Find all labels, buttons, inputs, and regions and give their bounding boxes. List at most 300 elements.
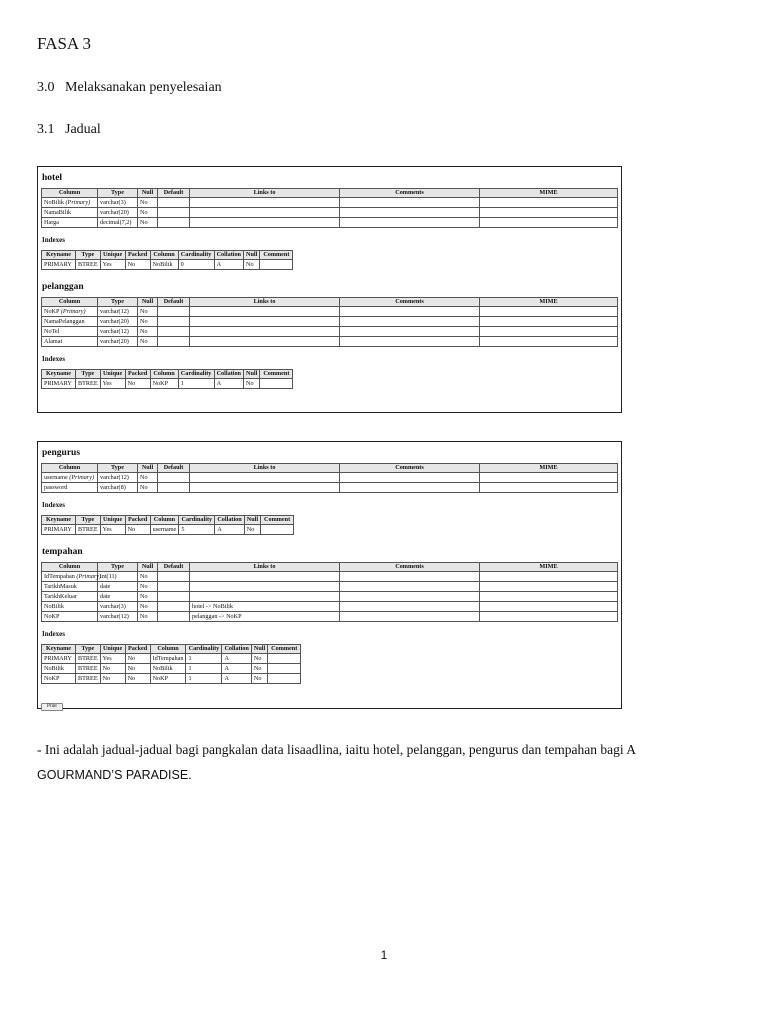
caption-paragraph xyxy=(37,737,737,788)
cell-default xyxy=(158,218,190,228)
cell-column xyxy=(42,483,98,493)
cell-mime xyxy=(480,612,618,622)
index-cell: 1 xyxy=(178,379,214,389)
index-cell: BTREE xyxy=(76,654,101,664)
column-name: NoTel xyxy=(44,328,60,335)
index-cell: BTREE xyxy=(76,664,101,674)
indexes-table xyxy=(41,515,294,535)
index-cell: NoKP xyxy=(150,674,186,684)
cell-comments xyxy=(340,612,480,622)
cell-null: No xyxy=(138,612,158,622)
table-block-tempahan xyxy=(41,547,618,694)
index-cell: username xyxy=(150,525,179,535)
spacer xyxy=(41,684,618,694)
column-name: IdTempahan xyxy=(44,573,75,580)
subsection-title: Jadual xyxy=(65,122,101,137)
column-header: Links to xyxy=(190,464,340,473)
column-header: Comments xyxy=(340,563,480,572)
cell-null: No xyxy=(138,473,158,483)
spacer xyxy=(41,389,618,399)
cell-column xyxy=(42,317,98,327)
index-cell: No xyxy=(244,260,260,270)
table-row xyxy=(42,612,618,622)
index-cell: A xyxy=(215,525,244,535)
cell-links xyxy=(190,592,340,602)
index-cell: NoKP xyxy=(42,674,76,684)
table-row xyxy=(42,317,618,327)
indexes-table xyxy=(41,644,301,684)
column-name: NamaBilik xyxy=(44,209,72,216)
cell-comments xyxy=(340,327,480,337)
cell-default xyxy=(158,198,190,208)
cell-default xyxy=(158,612,190,622)
column-name: NoKP xyxy=(44,308,60,315)
header-row xyxy=(42,298,618,307)
index-header: Cardinality xyxy=(178,370,214,379)
column-header: Column xyxy=(42,563,98,572)
index-cell: BTREE xyxy=(76,379,101,389)
index-header: Unique xyxy=(100,251,125,260)
cell-type: varchar(12) xyxy=(98,612,138,622)
cell-column xyxy=(42,337,98,347)
header-row xyxy=(42,464,618,473)
table-name: tempahan xyxy=(42,547,83,557)
cell-mime xyxy=(480,572,618,582)
column-header: Default xyxy=(158,563,190,572)
caption-brand: GOURMAND’S PARADISE. xyxy=(37,768,192,782)
table-row xyxy=(42,218,618,228)
cell-links xyxy=(190,572,340,582)
cell-mime xyxy=(480,592,618,602)
table-block-hotel xyxy=(41,173,618,280)
column-header: MIME xyxy=(480,189,618,198)
column-header: Links to xyxy=(190,563,340,572)
column-header: Comments xyxy=(340,298,480,307)
index-cell: Yes xyxy=(100,525,125,535)
cell-comments xyxy=(340,592,480,602)
cell-type: varchar(8) xyxy=(98,483,138,493)
index-cell: No xyxy=(244,525,260,535)
index-cell: No xyxy=(244,379,260,389)
index-cell: No xyxy=(100,674,125,684)
structure-table xyxy=(41,188,618,228)
column-header: MIME xyxy=(480,563,618,572)
index-cell xyxy=(260,260,293,270)
column-header: Default xyxy=(158,298,190,307)
cell-default xyxy=(158,483,190,493)
index-header: Unique xyxy=(100,370,125,379)
column-header: Null xyxy=(138,464,158,473)
index-header: Type xyxy=(76,516,101,525)
column-header: Column xyxy=(42,298,98,307)
cell-null: No xyxy=(138,317,158,327)
structure-table xyxy=(41,463,618,493)
index-header: Column xyxy=(150,370,178,379)
index-cell: BTREE xyxy=(76,674,101,684)
cell-mime xyxy=(480,337,618,347)
cell-null: No xyxy=(138,218,158,228)
index-header: Comment xyxy=(261,516,294,525)
cell-default xyxy=(158,337,190,347)
table-row xyxy=(42,208,618,218)
table-row xyxy=(42,307,618,317)
index-header: Type xyxy=(76,251,101,260)
index-header: Type xyxy=(76,370,101,379)
column-name: TarikhKeluar xyxy=(44,593,77,600)
index-cell: No xyxy=(251,664,267,674)
cell-links xyxy=(190,208,340,218)
cell-links xyxy=(190,327,340,337)
index-header: Packed xyxy=(125,251,150,260)
index-row xyxy=(42,379,293,389)
index-header: Column xyxy=(150,251,178,260)
index-header: Keyname xyxy=(42,645,76,654)
table-row xyxy=(42,572,618,582)
column-name: NamaPelanggan xyxy=(44,318,85,325)
subsection-number: 3.1 xyxy=(37,122,55,137)
cell-default xyxy=(158,307,190,317)
cell-null: No xyxy=(138,592,158,602)
section-number: 3.0 xyxy=(37,80,55,95)
cell-comments xyxy=(340,317,480,327)
index-cell: A xyxy=(222,664,251,674)
table-name: pengurus xyxy=(42,448,81,458)
cell-default xyxy=(158,327,190,337)
section-title: Melaksanakan penyelesaian xyxy=(65,80,222,95)
column-name: TarikhMasuk xyxy=(44,583,77,590)
column-header: Default xyxy=(158,464,190,473)
cell-links xyxy=(190,218,340,228)
cell-mime xyxy=(480,327,618,337)
column-name: NoBilik xyxy=(44,603,64,610)
index-cell: A xyxy=(214,260,243,270)
index-header: Null xyxy=(244,370,260,379)
index-cell: NoKP xyxy=(150,379,178,389)
cell-default xyxy=(158,602,190,612)
index-header: Collation xyxy=(214,251,243,260)
cell-default xyxy=(158,473,190,483)
cell-comments xyxy=(340,337,480,347)
index-cell: 0 xyxy=(178,260,214,270)
page-number: 1 xyxy=(380,948,388,962)
index-cell xyxy=(268,674,301,684)
column-header: Links to xyxy=(190,189,340,198)
cell-default xyxy=(158,317,190,327)
index-cell: 5 xyxy=(179,525,215,535)
column-header: Links to xyxy=(190,298,340,307)
index-row xyxy=(42,674,301,684)
index-cell: NoBilik xyxy=(42,664,76,674)
index-cell: 1 xyxy=(186,664,222,674)
spacer xyxy=(41,270,618,280)
cell-mime xyxy=(480,307,618,317)
index-header: Null xyxy=(251,645,267,654)
column-header: MIME xyxy=(480,464,618,473)
cell-type: varchar(20) xyxy=(98,208,138,218)
cell-null: No xyxy=(138,483,158,493)
table-row xyxy=(42,327,618,337)
index-cell: Yes xyxy=(100,654,125,664)
cell-links: pelanggan -> NoKP xyxy=(190,612,340,622)
index-row xyxy=(42,525,294,535)
cell-comments xyxy=(340,602,480,612)
index-header: Packed xyxy=(125,516,150,525)
index-cell: No xyxy=(251,654,267,664)
index-cell: NoBilik xyxy=(150,664,186,674)
index-header: Type xyxy=(76,645,101,654)
table-row xyxy=(42,337,618,347)
indexes-label: Indexes xyxy=(42,236,65,244)
cell-type: varchar(3) xyxy=(98,198,138,208)
primary-marker: (Primary) xyxy=(65,199,91,206)
cell-comments xyxy=(340,473,480,483)
index-row xyxy=(42,654,301,664)
cell-comments xyxy=(340,307,480,317)
table-row xyxy=(42,198,618,208)
cell-null: No xyxy=(138,337,158,347)
cell-mime xyxy=(480,198,618,208)
header-row xyxy=(42,563,618,572)
index-cell: A xyxy=(222,654,251,664)
cell-default xyxy=(158,208,190,218)
column-header: Comments xyxy=(340,189,480,198)
cell-type: varchar(3) xyxy=(98,602,138,612)
indexes-label: Indexes xyxy=(42,501,65,509)
index-header: Packed xyxy=(125,645,150,654)
cell-column xyxy=(42,572,102,582)
index-cell: No xyxy=(100,664,125,674)
index-cell: A xyxy=(222,674,251,684)
cell-links: hotel -> NoBilik xyxy=(190,602,340,612)
column-name: Alamat xyxy=(44,338,63,345)
index-cell: Yes xyxy=(100,260,125,270)
cell-type: varchar(12) xyxy=(98,307,138,317)
index-cell: BTREE xyxy=(76,525,101,535)
index-cell: No xyxy=(125,664,150,674)
column-header: Type xyxy=(98,464,138,473)
index-cell: No xyxy=(125,379,150,389)
header-row xyxy=(42,516,294,525)
cell-null: No xyxy=(138,208,158,218)
cell-null: No xyxy=(138,198,158,208)
index-cell: Yes xyxy=(100,379,125,389)
indexes-label: Indexes xyxy=(42,630,65,638)
index-header: Column xyxy=(150,645,186,654)
column-name: password xyxy=(44,484,68,491)
cell-type: decimal(7,2) xyxy=(98,218,138,228)
index-header: Unique xyxy=(100,645,125,654)
spacer xyxy=(41,535,618,545)
index-header: Keyname xyxy=(42,516,76,525)
page-heading: FASA 3 xyxy=(37,34,92,53)
section-heading xyxy=(37,80,222,96)
index-header: Cardinality xyxy=(186,645,222,654)
cell-type: date xyxy=(98,592,138,602)
index-header: Collation xyxy=(222,645,251,654)
column-header: Type xyxy=(98,563,138,572)
cell-links xyxy=(190,198,340,208)
index-header: Packed xyxy=(125,370,150,379)
cell-type: varchar(20) xyxy=(98,337,138,347)
cell-type: int(11) xyxy=(98,572,138,582)
caption-text: - Ini adalah jadual-jadual bagi pangkalan data lisaadlina, iaitu hotel, pelanggan, pengurus dan tempahan bagi A xyxy=(37,742,637,757)
index-header: Comment xyxy=(260,370,293,379)
index-header: Comment xyxy=(268,645,301,654)
structure-table xyxy=(41,297,618,347)
cell-links xyxy=(190,473,340,483)
index-row xyxy=(42,260,293,270)
header-row xyxy=(42,251,293,260)
cell-column xyxy=(42,208,98,218)
cell-mime xyxy=(480,208,618,218)
column-name: Harga xyxy=(44,219,60,226)
cell-null: No xyxy=(138,582,158,592)
cell-comments xyxy=(340,572,480,582)
index-cell: 1 xyxy=(186,674,222,684)
cell-links xyxy=(190,337,340,347)
header-row xyxy=(42,189,618,198)
index-header: Null xyxy=(244,516,260,525)
cell-comments xyxy=(340,483,480,493)
index-cell: No xyxy=(125,654,150,664)
cell-default xyxy=(158,572,190,582)
table-row xyxy=(42,582,618,592)
cell-comments xyxy=(340,218,480,228)
index-header: Collation xyxy=(215,516,244,525)
header-row xyxy=(42,370,293,379)
cell-links xyxy=(190,307,340,317)
cell-default xyxy=(158,592,190,602)
cell-column xyxy=(42,327,98,337)
cell-comments xyxy=(340,198,480,208)
index-header: Comment xyxy=(260,251,293,260)
index-cell: NoBilik xyxy=(150,260,178,270)
cell-column xyxy=(42,612,98,622)
cell-comments xyxy=(340,582,480,592)
screenshot-hotel-pelanggan xyxy=(37,166,622,413)
cell-column xyxy=(42,307,98,317)
index-header: Keyname xyxy=(42,370,76,379)
column-header: Default xyxy=(158,189,190,198)
cell-default xyxy=(158,582,190,592)
column-header: Null xyxy=(138,298,158,307)
index-cell: No xyxy=(251,674,267,684)
cell-column xyxy=(42,198,98,208)
subsection-heading xyxy=(37,122,101,138)
cell-column xyxy=(42,592,98,602)
cell-column xyxy=(42,582,98,592)
cell-type: date xyxy=(98,582,138,592)
cell-mime xyxy=(480,602,618,612)
column-header: Type xyxy=(98,298,138,307)
cell-type: varchar(12) xyxy=(98,473,138,483)
index-cell: PRIMARY xyxy=(42,525,76,535)
indexes-label: Indexes xyxy=(42,355,65,363)
column-header: Comments xyxy=(340,464,480,473)
index-cell xyxy=(268,664,301,674)
table-row xyxy=(42,483,618,493)
index-header: Keyname xyxy=(42,251,76,260)
indexes-table xyxy=(41,250,293,270)
table-block-pengurus xyxy=(41,448,618,545)
header-row xyxy=(42,645,301,654)
column-header: MIME xyxy=(480,298,618,307)
column-header: Null xyxy=(138,189,158,198)
cell-links xyxy=(190,582,340,592)
column-header: Column xyxy=(42,464,98,473)
column-header: Type xyxy=(98,189,138,198)
index-cell: 1 xyxy=(186,654,222,664)
index-cell xyxy=(261,525,294,535)
index-cell: PRIMARY xyxy=(42,260,76,270)
index-header: Cardinality xyxy=(178,251,214,260)
index-cell: No xyxy=(125,260,150,270)
cell-null: No xyxy=(138,602,158,612)
cell-type: varchar(20) xyxy=(98,317,138,327)
column-name: NoBilik xyxy=(44,199,64,206)
cell-column xyxy=(42,473,98,483)
index-header: Column xyxy=(150,516,179,525)
index-cell: PRIMARY xyxy=(42,654,76,664)
indexes-table xyxy=(41,369,293,389)
index-cell: IdTempahan xyxy=(150,654,186,664)
index-cell xyxy=(268,654,301,664)
cell-mime xyxy=(480,218,618,228)
cell-mime xyxy=(480,317,618,327)
table-name: pelanggan xyxy=(42,282,84,292)
index-header: Collation xyxy=(214,370,243,379)
table-row xyxy=(42,473,618,483)
index-cell: PRIMARY xyxy=(42,379,76,389)
index-row xyxy=(42,664,301,674)
index-header: Unique xyxy=(100,516,125,525)
cell-links xyxy=(190,483,340,493)
column-header: Column xyxy=(42,189,98,198)
index-cell: No xyxy=(125,525,150,535)
primary-marker: (Primary) xyxy=(76,573,102,580)
index-header: Null xyxy=(244,251,260,260)
column-header: Null xyxy=(138,563,158,572)
index-cell xyxy=(260,379,293,389)
cell-type: varchar(12) xyxy=(98,327,138,337)
index-cell: No xyxy=(125,674,150,684)
column-name: username xyxy=(44,474,68,481)
table-name: hotel xyxy=(42,173,63,183)
primary-marker: (Primary) xyxy=(60,308,86,315)
cell-comments xyxy=(340,208,480,218)
print-button[interactable]: Print xyxy=(41,703,63,711)
cell-null: No xyxy=(138,572,158,582)
cell-column xyxy=(42,602,98,612)
primary-marker: (Primary) xyxy=(69,474,95,481)
cell-column xyxy=(42,218,98,228)
cell-null: No xyxy=(138,307,158,317)
table-row xyxy=(42,602,618,612)
index-cell: A xyxy=(214,379,243,389)
cell-mime xyxy=(480,582,618,592)
column-name: NoKP xyxy=(44,613,60,620)
table-block-pelanggan xyxy=(41,282,618,399)
screenshot-pengurus-tempahan xyxy=(37,441,622,709)
cell-mime xyxy=(480,473,618,483)
structure-table xyxy=(41,562,618,622)
cell-mime xyxy=(480,483,618,493)
index-header: Cardinality xyxy=(179,516,215,525)
index-cell: BTREE xyxy=(76,260,101,270)
cell-null: No xyxy=(138,327,158,337)
cell-links xyxy=(190,317,340,327)
table-row xyxy=(42,592,618,602)
